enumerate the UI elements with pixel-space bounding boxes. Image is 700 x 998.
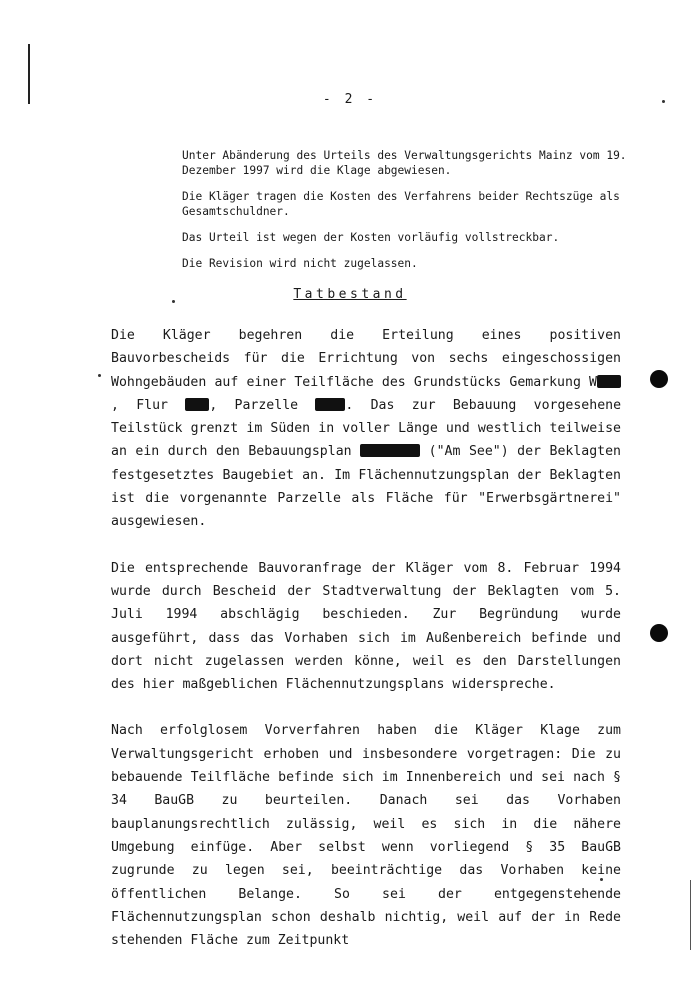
- text-run: , Parzelle: [209, 397, 316, 413]
- text-run: ("Am See") der Beklagten festgesetztes Baugebiet an. Im Flächennutzungsplan der Beklagten ist die vorgenannte Parzelle als Fläche für "Erwerbsgärtnerei" ausgewiesen.: [111, 444, 621, 530]
- redaction-block: [360, 444, 420, 457]
- body-paragraph: Nach erfolglosem Vorverfahren haben die Kläger Klage zum Verwaltungsgericht erhoben und insbesondere vorgetragen: Die zu bebauende Teilfläche befinde sich im Innenbereich und sei nach § 34 BauGB zu beurteilen. Danach sei das Vorhaben bauplanungsrechtlich zulässig, weil es sich in die nähere Umgebung einfüge. Aber selbst wenn vorliegend § 35 BauGB zugrunde zu legen sei, beeinträchtige das Vorhaben keine öffentlichen Belange. So sei der entgegenstehende Flächennutzungsplan schon deshalb nichtig, weil auf der in Rede stehenden Fläche zum Zeitpunkt: [111, 723, 621, 949]
- tenor-paragraph: Die Kläger tragen die Kosten des Verfahrens beider Rechtszüge als Gesamtschuldner.: [182, 190, 620, 218]
- tenor-paragraph: Unter Abänderung des Urteils des Verwaltungsgerichts Mainz vom 19. Dezember 1997 wird die Klage abgewiesen.: [182, 149, 627, 177]
- scan-speck: [98, 374, 101, 377]
- punch-hole: [650, 370, 668, 388]
- redaction-block: [315, 398, 345, 411]
- scan-speck: [600, 878, 603, 881]
- scan-speck: [172, 300, 175, 303]
- page-number: - 2 -: [322, 92, 378, 107]
- text-run: , Flur: [111, 397, 186, 413]
- tenor-paragraph: Die Revision wird nicht zugelassen.: [182, 257, 418, 270]
- text-run: . Das zur Bebauung vorgesehene Teilstück grenzt im Süden in voller Länge und westlich teilweise an ein durch den Bebauungsplan: [111, 397, 622, 460]
- scan-speck: [662, 100, 665, 103]
- body-paragraph: Die entsprechende Bauvoranfrage der Kläger vom 8. Februar 1994 wurde durch Bescheid der Stadtverwaltung der Beklagten vom 5. Juli 1994 abschlägig beschieden. Zur Begründung wurde ausgeführt, dass das Vorhaben sich im Außenbereich befinde und dort nicht zugelassen werden könne, weil es den Darstellungen des hier maßgeblichen Flächennutzungsplans widerspreche.: [111, 560, 621, 693]
- redaction-block: [597, 375, 621, 388]
- punch-hole: [650, 624, 668, 642]
- text-run: Die Kläger begehren die Erteilung eines positiven Bauvorbescheids für die Errichtung von sechs eingeschossigen Wohngebäuden auf einer Teilfläche des Grundstücks Gemarkung W: [111, 328, 621, 390]
- section-heading: Tatbestand: [293, 287, 407, 302]
- body-paragraph: [111, 324, 621, 534]
- scan-edge-mark: [690, 880, 691, 950]
- body-text: [111, 324, 621, 975]
- tenor-paragraph: Das Urteil ist wegen der Kosten vorläufig vollstreckbar.: [182, 231, 560, 244]
- redaction-block: [185, 398, 209, 411]
- judgment-tenor: [182, 148, 632, 282]
